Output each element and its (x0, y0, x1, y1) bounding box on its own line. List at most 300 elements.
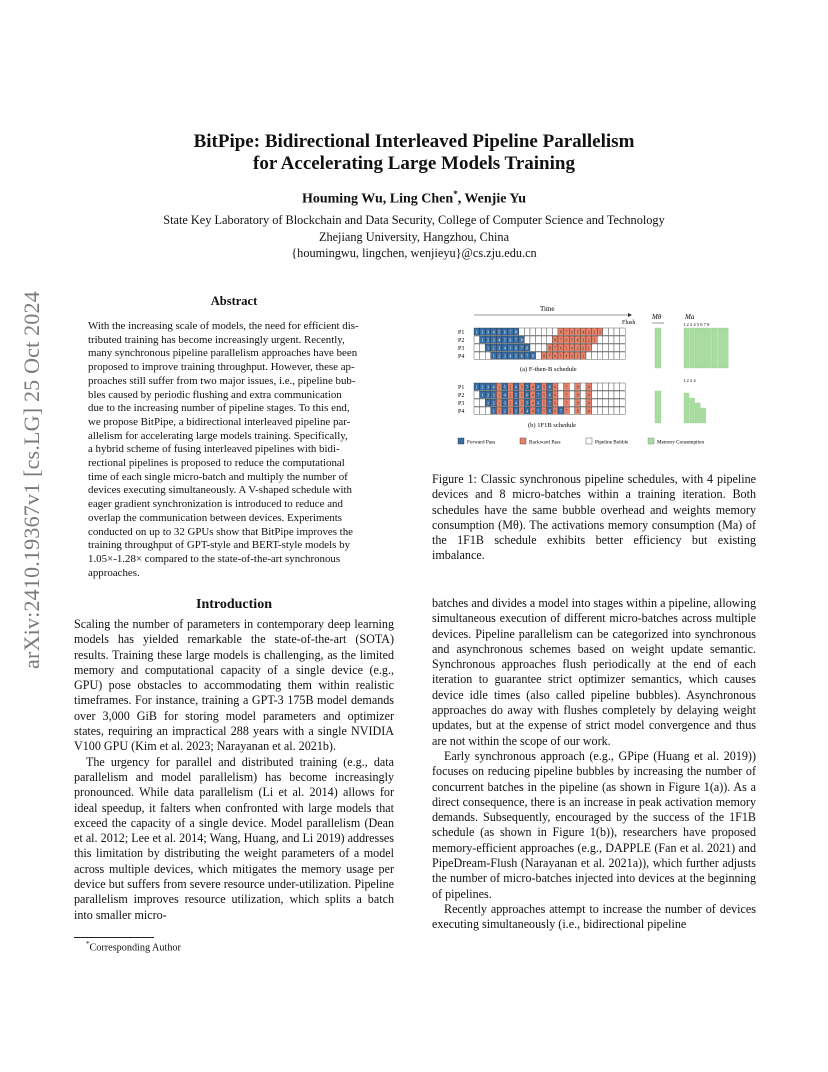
bubble-cell (541, 344, 547, 351)
micro-batch-number: 8 (587, 409, 590, 414)
memory-bar (718, 328, 723, 368)
bubble-cell (474, 399, 480, 406)
bubble-cell (536, 352, 542, 359)
bubble-cell (620, 391, 626, 398)
micro-batch-number: 1 (498, 385, 501, 390)
bubble-cell (480, 352, 486, 359)
micro-batch-number: 2 (503, 409, 506, 414)
arxiv-identifier-text: arXiv:2410.19367v1 [cs.LG] 25 Oct 2024 (19, 291, 44, 669)
intro-paragraph: The urgency for parallel and distributed training (e.g., data parallelism and model parallelism) has become increasingly pronounced. While data parallelism (Li et al. 2014) allows for ideal speedup, it falters when confronted with large models that exceed the capacity of a single device. Model parallelism (Dean et al. 2012; Lee et al. 2014; Wang, Huang, and Li 2019) addresses this limitation by distributing the weight parameters of a model across multiple devices, which mitigates the memory usage per device but suffers from severe resource under-utilization. Pipeline parallelism improves resource utilization, which splits a batch into smaller micro- (74, 754, 394, 922)
affiliation (0, 212, 828, 262)
micro-batch-number: 1 (475, 330, 478, 335)
mem-ticks-b: 1 2 3 4 (683, 378, 696, 383)
legend-bubble-swatch (586, 438, 592, 444)
micro-batch-number: 2 (509, 393, 512, 398)
bubble-cell (474, 336, 480, 343)
abstract-line: we propose BitPipe, a bidirectional interleaved pipeline par- (88, 415, 351, 428)
micro-batch-number: 3 (492, 338, 495, 343)
abstract-line: a hybrid scheme of fusing interleaved pipelines with bidi- (88, 443, 340, 456)
micro-batch-number: 1 (498, 401, 501, 406)
memory-bar (701, 328, 706, 368)
affiliation-line-1: State Key Laboratory of Blockchain and Data Security, College of Computer Science and Technology (163, 213, 665, 227)
bubble-cell (569, 391, 575, 398)
micro-batch-number: 7 (526, 354, 529, 359)
micro-batch-number: 5 (503, 385, 506, 390)
device-label-a: P3 (458, 346, 465, 352)
bubble-cell (536, 336, 542, 343)
bubble-cell (597, 383, 603, 390)
micro-batch-number: 8 (576, 393, 579, 398)
micro-batch-number: 1 (487, 346, 489, 351)
bubble-cell (474, 352, 480, 359)
bubble-cell (480, 399, 486, 406)
bubble-cell (586, 352, 592, 359)
time-label: Time (540, 305, 555, 313)
bubble-cell (603, 336, 609, 343)
micro-batch-number: 3 (487, 330, 489, 335)
micro-batch-number: 4 (531, 409, 534, 414)
intro-paragraph: Scaling the number of parameters in contemporary deep learning models has yielded remarkable the state-of-the-art (SOTA) results. Training these large models is challenging, as the limited memory and computational capacity of a single device (e.g., GPU) pose obstacles to accommodating them within realistic timeframes. For instance, training a GPT-3 175B model demands over 3,000 GiB for storing model parameters and optimizer states, requiring an impractical 288 years with a single NVIDIA V100 GPU (Kim et al. 2023; Narayanan et al. 2021b). (74, 617, 394, 754)
bubble-cell (597, 352, 603, 359)
micro-batch-number: 4 (498, 338, 501, 343)
bubble-cell (547, 336, 553, 343)
micro-batch-number: 7 (565, 330, 568, 335)
abstract-line: bles caused by periodic flushing and extra communication (88, 388, 342, 401)
micro-batch-number: 8 (587, 401, 590, 406)
legend-backward-label: Backward Pass (529, 439, 561, 446)
micro-batch-number: 4 (492, 385, 495, 390)
micro-batch-number: 6 (537, 401, 540, 406)
micro-batch-number: 4 (526, 409, 529, 414)
abstract-line: overlap the communication between devices. Experiments (88, 511, 343, 524)
abstract-body (88, 320, 384, 580)
bubble-cell (608, 328, 614, 335)
title-line-1: BitPipe: Bidirectional Interleaved Pipeline Parallelism (193, 131, 635, 152)
micro-batch-number: 6 (565, 338, 568, 343)
micro-batch-number: 7 (559, 409, 562, 414)
micro-batch-number: 5 (509, 346, 512, 351)
micro-batch-number: 5 (526, 401, 529, 406)
bubble-cell (552, 328, 558, 335)
bubble-cell (620, 399, 626, 406)
intro-paragraph: Recently approaches attempt to increase the number of devices executing simultaneously (i.e., bidirectional pipeline (432, 901, 756, 932)
micro-batch-number: 2 (509, 401, 512, 406)
memory-bars-a (652, 323, 728, 368)
micro-batch-number: 1 (587, 346, 590, 351)
micro-batch-number: 1 (475, 385, 478, 390)
device-label-b: P4 (458, 409, 465, 415)
bubble-cell (614, 336, 620, 343)
micro-batch-number: 6 (554, 354, 557, 359)
micro-batch-number: 3 (520, 409, 523, 414)
bubble-cell (592, 344, 598, 351)
micro-batch-number: 3 (520, 385, 523, 390)
micro-batch-number: 3 (487, 385, 489, 390)
abstract-line: 1.05×-1.28× compared to the state-of-the-art synchronous (88, 552, 341, 565)
micro-batch-number: 4 (582, 330, 585, 335)
memory-bar (684, 328, 689, 368)
pipeline-schedule-figure (452, 302, 742, 452)
abstract-line: due to the increasing number of pipeline stages. To this end, (88, 402, 350, 415)
memory-bars-b (655, 391, 706, 423)
intro-paragraph: Early synchronous approach (e.g., GPipe (Huang et al. 2019)) focuses on reducing pipeline bubbles by increasing the number of concurrent batches in the pipeline (as shown in Figure 1(a)). As a direct consequence, there is an increase in peak activation memory demands. Subsequently, encouraged by the success of the 1F1B schedule (as shown in Figure 1(b)), researchers have proposed memory-efficient approaches (e.g., DAPPLE (Fan et al. 2021) and PipeDream-Flush (Narayanan et al. 2021a)), which further adjusts the number of micro-batches injected into devices at the beginning of pipelines. (432, 748, 756, 901)
authors-part-2: , Wenjie Yu (457, 191, 527, 207)
micro-batch-number: 2 (593, 330, 596, 335)
bubble-cell (620, 407, 626, 414)
micro-batch-number: 3 (515, 409, 517, 414)
bubble-cell (597, 407, 603, 414)
micro-batch-number: 8 (576, 385, 579, 390)
micro-batch-number: 1 (481, 393, 484, 398)
bubble-cell (530, 344, 536, 351)
micro-batch-number: 4 (509, 354, 512, 359)
micro-batch-number: 1 (593, 338, 596, 343)
micro-batch-number: 2 (498, 354, 501, 359)
bubble-cell (608, 352, 614, 359)
bubble-cell (541, 336, 547, 343)
micro-batch-number: 8 (548, 346, 551, 351)
micro-batch-number: 2 (509, 385, 512, 390)
abstract-line: allelism for accelerating large models training. Specifically, (88, 429, 348, 442)
micro-batch-number: 6 (515, 346, 517, 351)
bubble-cell (530, 336, 536, 343)
device-label-b: P2 (458, 393, 465, 399)
micro-batch-number: 8 (531, 354, 534, 359)
micro-batch-number: 2 (492, 346, 495, 351)
bubble-cell (614, 407, 620, 414)
arxiv-identifier (10, 290, 54, 670)
micro-batch-number: 2 (487, 338, 489, 343)
micro-batch-number: 2 (492, 401, 495, 406)
micro-batch-number: 8 (543, 354, 545, 359)
micro-batch-number: 2 (481, 385, 484, 390)
micro-batch-number: 4 (565, 354, 568, 359)
abstract-heading: Abstract (210, 294, 258, 308)
memory-bar (712, 328, 717, 368)
ma-label: Ma (685, 313, 695, 321)
micro-batch-number: 6 (554, 409, 557, 414)
micro-batch-number: 3 (520, 393, 523, 398)
micro-batch-number: 7 (509, 330, 512, 335)
micro-batch-number: 7 (548, 354, 551, 359)
bubble-cell (592, 352, 598, 359)
bubble-cell (485, 352, 491, 359)
micro-batch-number: 7 (559, 338, 562, 343)
bubble-cell (603, 383, 609, 390)
micro-batch-number: 3 (571, 354, 573, 359)
micro-batch-number: 5 (571, 338, 573, 343)
memory-bar (655, 391, 661, 423)
bubble-cell (603, 407, 609, 414)
micro-batch-number: 3 (520, 401, 523, 406)
bubble-cell (614, 328, 620, 335)
bubble-cell (620, 336, 626, 343)
micro-batch-number: 2 (587, 338, 590, 343)
micro-batch-number: 8 (515, 330, 517, 335)
memory-bar (690, 328, 695, 368)
bubble-cell (485, 407, 491, 414)
footnote-mark: * (86, 940, 90, 948)
legend-forward-label: Forward Pass (467, 439, 496, 446)
legend-forward-swatch (458, 438, 464, 444)
micro-batch-number: 5 (498, 330, 501, 335)
micro-batch-number: 3 (503, 354, 506, 359)
micro-batch-number: 3 (498, 346, 501, 351)
micro-batch-number: 5 (559, 354, 562, 359)
micro-batch-number: 4 (576, 338, 579, 343)
micro-batch-number: 7 (520, 346, 523, 351)
legend-bubble-label: Pipeline Bubble (595, 439, 629, 446)
micro-batch-number: 4 (515, 401, 517, 406)
bubble-cell (608, 399, 614, 406)
device-label-b: P1 (458, 385, 465, 391)
footnote (86, 940, 181, 953)
micro-batch-number: 4 (531, 385, 534, 390)
micro-batch-number: 5 (576, 330, 579, 335)
bubble-cell (480, 407, 486, 414)
micro-batch-number: 3 (582, 338, 585, 343)
micro-batch-number: 6 (520, 354, 523, 359)
abstract-line: devices executing simultaneously. A V-shaped schedule with (88, 484, 352, 497)
legend-backward-swatch (520, 438, 526, 444)
time-arrow-head (628, 313, 632, 317)
bubble-cell (474, 407, 480, 414)
abstract-line: proposed to improve training throughput. However, these ap- (88, 361, 355, 374)
micro-batch-number: 8 (520, 338, 523, 343)
micro-batch-number: 5 (537, 409, 540, 414)
micro-batch-number: 1 (481, 338, 484, 343)
legend-memory-swatch (648, 438, 654, 444)
bubble-cell (519, 328, 525, 335)
bubble-cell (614, 352, 620, 359)
micro-batch-number: 8 (548, 385, 551, 390)
abstract-line: conducted on up to 32 GPUs show that BitPipe improves the (88, 525, 353, 538)
bubble-cell (580, 391, 586, 398)
bubble-cell (608, 336, 614, 343)
bubble-cell (614, 344, 620, 351)
abstract-line: training throughput of GPT-style and BERT-style models by (88, 539, 351, 552)
micro-batch-number: 8 (576, 401, 579, 406)
bubble-cell (620, 344, 626, 351)
micro-batch-number: 6 (554, 401, 557, 406)
micro-batch-number: 4 (571, 346, 573, 351)
device-label-a: P4 (458, 354, 465, 360)
bubble-cell (547, 328, 553, 335)
micro-batch-number: 7 (537, 393, 540, 398)
micro-batch-number: 1 (599, 330, 601, 335)
micro-batch-number: 6 (548, 409, 551, 414)
micro-batch-number: 6 (554, 393, 557, 398)
micro-batch-number: 5 (543, 401, 545, 406)
bubble-cell (614, 383, 620, 390)
micro-batch-number: 8 (548, 393, 551, 398)
title-line-2: for Accelerating Large Models Training (253, 153, 575, 174)
micro-batch-number: 7 (548, 401, 551, 406)
micro-batch-number: 1 (492, 409, 495, 414)
memory-bar (695, 328, 700, 368)
subcaption-a: (a) F-then-B schedule (520, 366, 577, 373)
abstract-line: rectional pipelines is proposed to reduce the computational (88, 457, 345, 470)
bubble-cell (597, 336, 603, 343)
memory-bar (706, 328, 711, 368)
micro-batch-number: 7 (565, 385, 568, 390)
memory-bar (684, 393, 689, 423)
micro-batch-number: 6 (571, 330, 573, 335)
bubble-cell (608, 407, 614, 414)
one-f-one-b-schedule (474, 383, 625, 414)
bubble-cell (536, 344, 542, 351)
intro-paragraph: batches and divides a model into stages within a pipeline, allowing simultaneous execution of different micro-batches across multiple devices. Pipeline parallelism can be categorized into synchronous and asynchronous schemes based on weight update semantic. Synchronous approaches flush periodically at the end of each iteration to guarantee strict optimizer semantics, which causes device idle times (also called pipeline bubbles). Asynchronous approaches do away with flushes completely by delaying weight updates, but at the expense of strict model convergence and thus are not within the scope of our work. (432, 596, 756, 748)
micro-batch-number: 8 (576, 409, 579, 414)
bubble-cell (580, 383, 586, 390)
bubble-cell (474, 344, 480, 351)
micro-batch-number: 4 (531, 401, 534, 406)
micro-batch-number: 3 (492, 393, 495, 398)
bubble-cell (597, 399, 603, 406)
abstract-line: With the increasing scale of models, the need for efficient dis- (88, 320, 359, 332)
micro-batch-number: 2 (481, 330, 484, 335)
corresponding-mark: * (453, 189, 458, 199)
micro-batch-number: 1 (487, 401, 489, 406)
mw-label: Mθ (652, 313, 662, 321)
intro-left-column (74, 617, 394, 923)
micro-batch-number: 5 (543, 385, 545, 390)
bubble-cell (592, 407, 598, 414)
abstract-line: time of each single micro-batch and multiply the number of (88, 470, 348, 483)
bubble-cell (524, 328, 530, 335)
abstract-line: proaches still suffer from two major issues, i.e., pipeline bub- (88, 374, 356, 387)
micro-batch-number: 6 (509, 338, 512, 343)
bubble-cell (580, 399, 586, 406)
bubble-cell (569, 399, 575, 406)
micro-batch-number: 8 (559, 330, 562, 335)
figure-caption: Figure 1: Classic synchronous pipeline schedules, with 4 pipeline devices and 8 micro-batches within a training iteration. Both schedules have the same bubble overhead and weights memory consumption (Mθ). The activations memory consumption (Ma) of the 1F1B schedule exhibits better efficiency but existing imbalance. (432, 472, 756, 563)
micro-batch-number: 6 (559, 346, 562, 351)
abstract-line: many synchronous pipeline parallelism approaches have been (88, 347, 358, 360)
micro-batch-number: 6 (554, 385, 557, 390)
micro-batch-number: 1 (582, 354, 585, 359)
micro-batch-number: 4 (503, 346, 506, 351)
bubble-cell (580, 407, 586, 414)
micro-batch-number: 5 (503, 338, 506, 343)
micro-batch-number: 8 (526, 346, 529, 351)
micro-batch-number: 8 (537, 385, 540, 390)
micro-batch-number: 7 (554, 346, 557, 351)
bubble-cell (597, 391, 603, 398)
micro-batch-number: 8 (587, 393, 590, 398)
micro-batch-number: 8 (587, 385, 590, 390)
micro-batch-number: 1 (492, 354, 495, 359)
micro-batch-number: 7 (565, 401, 568, 406)
bubble-cell (603, 344, 609, 351)
bubble-cell (614, 391, 620, 398)
micro-batch-number: 4 (503, 393, 506, 398)
abstract-line: eager gradient synchronization is introduced to reduce and (88, 498, 343, 511)
micro-batch-number: 6 (515, 385, 517, 390)
subcaption-b: (b) 1F1B schedule (528, 422, 577, 429)
micro-batch-number: 7 (565, 393, 568, 398)
footnote-rule (74, 937, 154, 938)
micro-batch-number: 2 (582, 346, 585, 351)
micro-batch-number: 5 (565, 346, 568, 351)
micro-batch-number: 5 (543, 409, 545, 414)
authors (0, 189, 828, 208)
bubble-cell (592, 391, 598, 398)
micro-batch-number: 3 (587, 330, 590, 335)
legend-memory-label: Memory Consumption (657, 439, 705, 446)
bubble-cell (558, 383, 564, 390)
memory-bar (701, 408, 706, 423)
bubble-cell (620, 352, 626, 359)
bubble-cell (597, 344, 603, 351)
bubble-cell (569, 383, 575, 390)
micro-batch-number: 3 (503, 401, 506, 406)
bubble-cell (480, 344, 486, 351)
micro-batch-number: 6 (503, 330, 506, 335)
bubble-cell (569, 407, 575, 414)
micro-batch-number: 8 (554, 338, 557, 343)
paper-title (0, 131, 828, 175)
bubble-cell (608, 344, 614, 351)
bubble-cell (530, 328, 536, 335)
bubble-cell (603, 391, 609, 398)
bubble-cell (608, 391, 614, 398)
mem-ticks-a: 1 2 3 4 5 6 7 8 (683, 322, 710, 327)
bubble-cell (603, 399, 609, 406)
micro-batch-number: 1 (498, 393, 501, 398)
bubble-cell (474, 391, 480, 398)
bubble-cell (541, 328, 547, 335)
abstract-line: tributed training has become increasingly urgent. Recently, (88, 333, 345, 346)
device-label-a: P1 (458, 330, 465, 336)
authors-part-1: Houming Wu, Ling Chen (301, 191, 454, 207)
micro-batch-number: 3 (576, 346, 579, 351)
memory-bar (655, 328, 661, 368)
bubble-cell (592, 383, 598, 390)
device-label-a: P2 (458, 338, 465, 344)
intro-right-column (432, 596, 756, 933)
memory-bar (695, 403, 700, 423)
micro-batch-number: 4 (531, 393, 534, 398)
micro-batch-number: 2 (509, 409, 512, 414)
abstract-line: approaches. (88, 566, 140, 579)
micro-batch-number: 5 (515, 393, 517, 398)
micro-batch-number: 1 (498, 409, 501, 414)
bubble-cell (603, 352, 609, 359)
micro-batch-number: 5 (515, 354, 517, 359)
memory-bar (690, 398, 695, 423)
device-label-b: P3 (458, 401, 465, 407)
bubble-cell (603, 328, 609, 335)
micro-batch-number: 5 (543, 393, 545, 398)
micro-batch-number: 6 (526, 393, 529, 398)
micro-batch-number: 4 (492, 330, 495, 335)
bubble-cell (524, 336, 530, 343)
micro-batch-number: 2 (576, 354, 579, 359)
micro-batch-number: 7 (565, 409, 568, 414)
affiliation-line-3: {houmingwu, lingchen, wenjieyu}@cs.zju.edu.cn (291, 246, 537, 260)
footnote-text: Corresponding Author (89, 942, 181, 954)
bubble-cell (592, 399, 598, 406)
micro-batch-number: 7 (526, 385, 529, 390)
affiliation-line-2: Zhejiang University, Hangzhou, China (318, 229, 510, 244)
bubble-cell (558, 391, 564, 398)
memory-bar (723, 328, 728, 368)
f-then-b-schedule (474, 328, 625, 359)
bubble-cell (614, 399, 620, 406)
flush-label: Flush (622, 320, 636, 326)
micro-batch-number: 2 (487, 393, 489, 398)
